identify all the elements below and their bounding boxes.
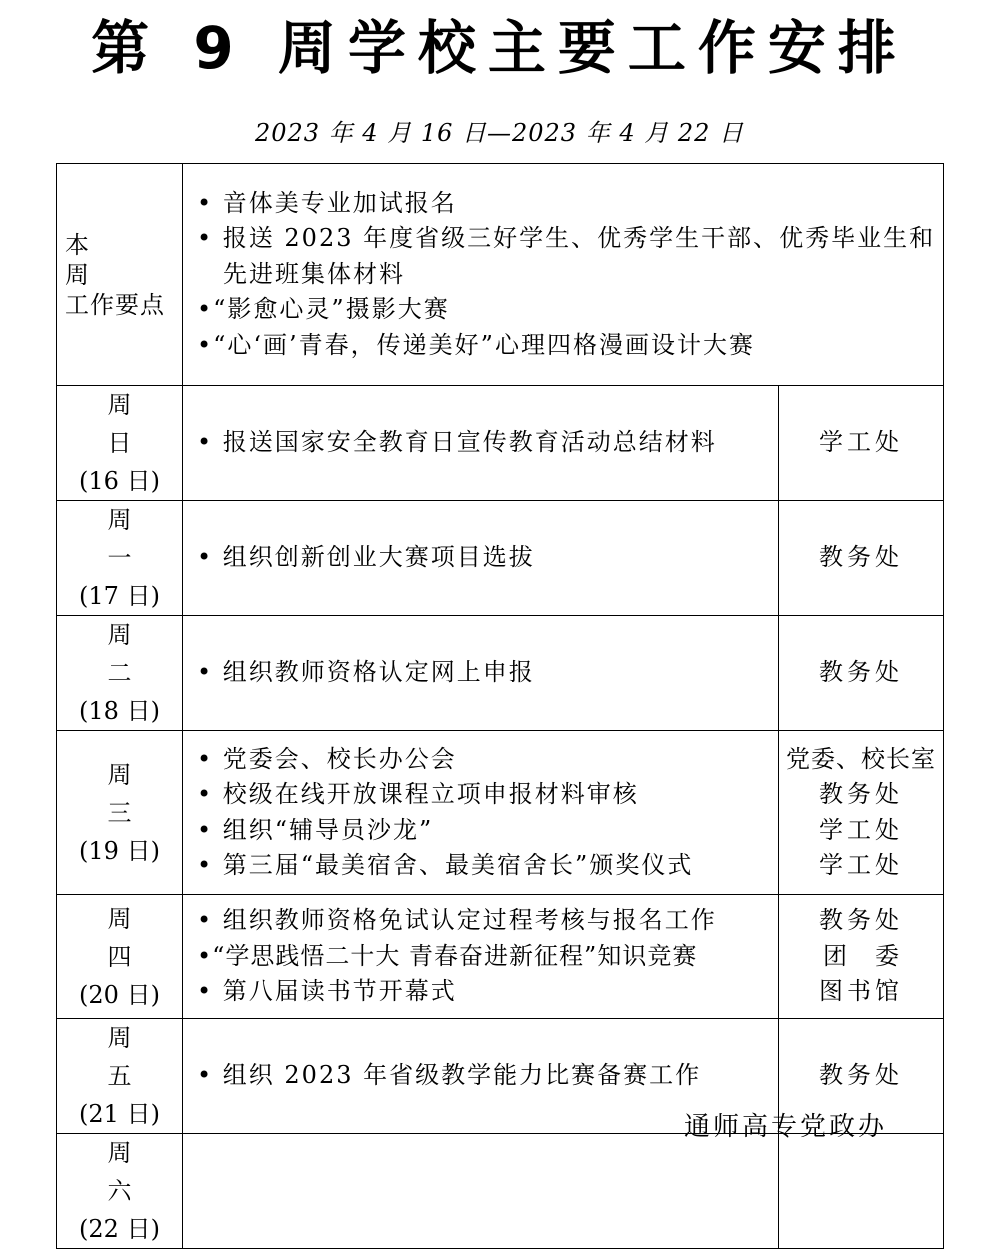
task-item: • 组织 2023 年省级教学能力比赛备赛工作 <box>197 1061 702 1090</box>
dept-item: 教务处 <box>819 1061 903 1090</box>
day-depts <box>779 386 944 501</box>
day-tasks <box>183 386 779 501</box>
weekly-focus-label-line1: 本周 <box>65 230 147 289</box>
weekly-focus-item: •“影愈心灵”摄影大赛 <box>197 295 450 324</box>
day-label <box>57 386 183 501</box>
day-row-sunday <box>57 386 944 501</box>
dept-item: 教务处 <box>819 780 903 808</box>
day-date: (19 日) <box>79 836 160 865</box>
weekly-focus-item: •“心‘画’青春，传递美好”心理四格漫画设计大赛 <box>197 330 755 359</box>
day-row-wednesday <box>57 731 944 895</box>
day-depts <box>779 501 944 616</box>
day-depts <box>779 895 944 1019</box>
day-name: 周六 <box>107 1139 178 1205</box>
day-label <box>57 895 183 1019</box>
day-tasks <box>183 1134 779 1249</box>
day-depts <box>779 1134 944 1249</box>
day-label <box>57 1019 183 1134</box>
dept-item: 教务处 <box>819 543 903 572</box>
weekly-focus-label-line2: 工作要点 <box>65 290 165 319</box>
day-name: 周一 <box>107 506 178 572</box>
dept-item: 党委、校长室 <box>786 744 936 773</box>
day-date: (20 日) <box>79 980 160 1009</box>
day-date: (18 日) <box>79 697 160 725</box>
dept-item: 教务处 <box>819 906 903 935</box>
day-tasks <box>183 895 779 1019</box>
day-name: 周五 <box>107 1024 178 1090</box>
day-date: (21 日) <box>79 1100 160 1128</box>
task-item: • 报送国家安全教育日宣传教育活动总结材料 <box>197 428 717 457</box>
task-item: •“学思践悟二十大 青春奋进新征程”知识竞赛 <box>197 941 698 970</box>
day-name: 周四 <box>107 904 178 971</box>
footer-signature: 通师高专党政办 <box>684 1112 888 1142</box>
dept-item: 学工处 <box>819 815 903 844</box>
weekly-focus-item: • 报送 2023 年度省级三好学生、优秀学生干部、优秀毕业生和先进班集体材料 <box>197 224 936 288</box>
dept-item: 图书馆 <box>819 977 903 1006</box>
day-row-monday <box>57 501 944 616</box>
day-tasks <box>183 731 779 895</box>
day-label <box>57 731 183 895</box>
dept-item: 学工处 <box>819 851 903 879</box>
day-date: (17 日) <box>79 582 160 610</box>
task-item: • 组织教师资格免试认定过程考核与报名工作 <box>197 906 717 935</box>
day-date: (16 日) <box>79 467 160 495</box>
day-tasks <box>183 616 779 731</box>
schedule-table <box>56 163 944 1249</box>
dept-item: 教务处 <box>819 658 903 687</box>
day-name: 周日 <box>107 391 178 457</box>
day-label <box>57 1134 183 1249</box>
day-row-thursday <box>57 895 944 1019</box>
weekly-focus-label <box>57 164 183 386</box>
weekly-focus-items <box>183 164 944 386</box>
weekly-focus-item: • 音体美专业加试报名 <box>197 188 457 217</box>
task-item: • 第三届“最美宿舍、最美宿舍长”颁奖仪式 <box>197 851 694 879</box>
dept-item: 学工处 <box>819 428 903 457</box>
task-item: • 校级在线开放课程立项申报材料审核 <box>197 780 639 808</box>
day-tasks <box>183 501 779 616</box>
day-date: (22 日) <box>79 1215 160 1243</box>
dept-item: 团委 <box>823 941 927 970</box>
task-item: • 第八届读书节开幕式 <box>197 977 457 1006</box>
page-title: 第 9 周学校主要工作安排 <box>91 14 908 82</box>
day-depts <box>779 731 944 895</box>
weekly-focus-row <box>57 164 944 386</box>
task-item: • 组织创新创业大赛项目选拔 <box>197 543 535 572</box>
day-label <box>57 501 183 616</box>
task-item: • 党委会、校长办公会 <box>197 744 457 773</box>
day-name: 周三 <box>107 760 178 827</box>
day-row-saturday <box>57 1134 944 1249</box>
day-depts <box>779 616 944 731</box>
date-range: 2023 年 4 月 16 日—2023 年 4 月 22 日 <box>254 119 745 147</box>
day-row-tuesday <box>57 616 944 731</box>
task-item: • 组织“辅导员沙龙” <box>197 815 434 844</box>
task-item: • 组织教师资格认定网上申报 <box>197 658 535 687</box>
day-label <box>57 616 183 731</box>
day-name: 周二 <box>107 621 178 687</box>
